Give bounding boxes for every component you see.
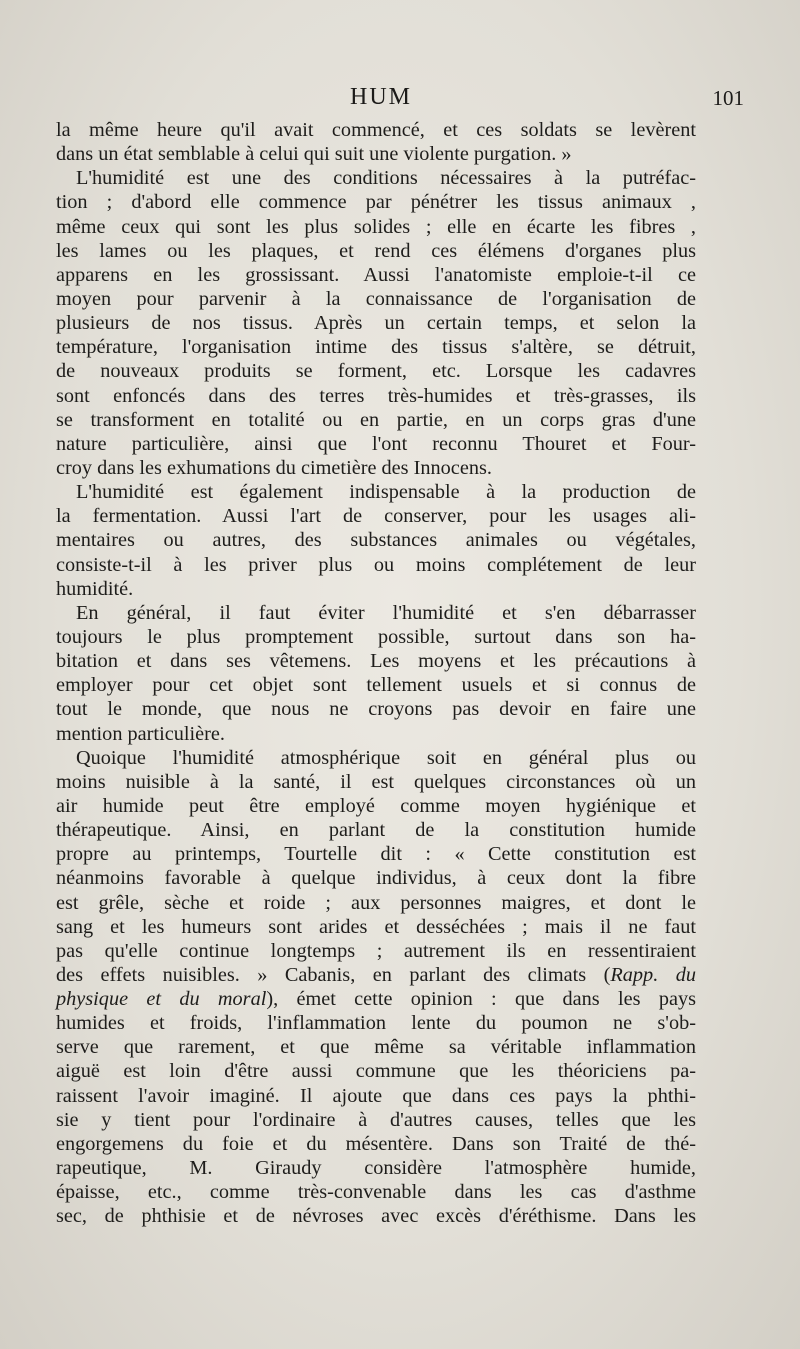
text-line: mentaires ou autres, des substances animales ou végétales, <box>56 529 696 552</box>
italic-citation: physique et du moral <box>56 988 267 1011</box>
text-line: est grêle, sèche et roide ; aux personnes maigres, et dont le <box>56 891 696 914</box>
text-line: bitation et dans ses vêtemens. Les moyens et les précautions à <box>56 650 696 673</box>
text-line: consiste-t-il à les priver plus ou moins complétement de leur <box>56 553 696 576</box>
text-line: mention particulière. <box>56 722 225 745</box>
text-line: aiguë est loin d'être aussi commune que les théoriciens pa- <box>56 1060 696 1083</box>
text-line: L'humidité est une des conditions nécessaires à la putréfac- <box>76 167 696 190</box>
text-line: température, l'organisation intime des tissus s'altère, se détruit, <box>56 336 696 359</box>
text-line: moyen pour parvenir à la connaissance de l'organisation de <box>56 287 696 310</box>
page-header <box>56 84 744 118</box>
text-line: néanmoins favorable à quelque individus, à ceux dont la fibre <box>56 867 696 890</box>
text-line <box>56 987 696 1011</box>
text-line: dans un état semblable à celui qui suit une violente purgation. » <box>56 143 572 166</box>
text-line <box>56 963 696 987</box>
text-line: croy dans les exhumations du cimetière des Innocens. <box>56 456 492 479</box>
text-line: épaisse, etc., comme très-convenable dans les cas d'asthme <box>56 1181 696 1204</box>
text-line: sang et les humeurs sont arides et desséchées ; mais il ne faut <box>56 915 696 938</box>
italic-citation: Rapp. du <box>610 963 697 986</box>
text-line: Quoique l'humidité atmosphérique soit en général plus ou <box>76 746 696 769</box>
running-head: HUM <box>349 84 412 110</box>
text-line: les lames ou les plaques, et rend ces élémens d'organes plus <box>56 239 696 262</box>
text-segment: ), émet cette opinion : que dans les pays <box>266 988 696 1011</box>
text-line: serve que rarement, et que même sa véritable inflammation <box>56 1036 696 1059</box>
text-segment: des effets nuisibles. » Cabanis, en parlant des climats ( <box>56 963 611 986</box>
text-line: humidité. <box>56 577 134 600</box>
text-line: sont enfoncés dans des terres très-humides et très-grasses, ils <box>56 384 696 407</box>
text-line: En général, il faut éviter l'humidité et s'en débarrasser <box>76 601 696 624</box>
text-line: même ceux qui sont les plus solides ; elle en écarte les fibres , <box>56 215 696 238</box>
text-line: propre au printemps, Tourtelle dit : « Cette constitution est <box>56 843 696 866</box>
text-line: sie y tient pour l'ordinaire à d'autres causes, telles que les <box>56 1108 696 1131</box>
text-line: L'humidité est également indispensable à la production de <box>76 481 696 504</box>
text-line: tion ; d'abord elle commence par pénétrer les tissus animaux , <box>56 191 696 214</box>
text-line: moins nuisible à la santé, il est quelques circonstances où un <box>56 770 696 793</box>
text-line: air humide peut être employé comme moyen hygiénique et <box>56 794 696 817</box>
text-line: la même heure qu'il avait commencé, et ces soldats se levèrent <box>56 119 696 141</box>
text-line: rapeutique, M. Giraudy considère l'atmosphère humide, <box>56 1157 696 1180</box>
text-line: la fermentation. Aussi l'art de conserver, pour les usages ali- <box>56 505 696 528</box>
text-line: raissent l'avoir imaginé. Il ajoute que dans ces pays la phthi- <box>56 1084 696 1107</box>
text-line: sec, de phthisie et de névroses avec excès d'éréthisme. Dans les <box>56 1205 696 1228</box>
text-line: plusieurs de nos tissus. Après un certain temps, et selon la <box>56 312 696 335</box>
text-line: toujours le plus promptement possible, surtout dans son ha- <box>56 625 696 648</box>
text-line: humides et froids, l'inflammation lente du poumon ne s'ob- <box>56 1012 696 1035</box>
text-line: se transforment en totalité ou en partie, en un corps gras d'une <box>56 408 696 431</box>
text-line: apparens en les grossissant. Aussi l'anatomiste emploie-t-il ce <box>56 263 696 286</box>
text-line: engorgemens du foie et du mésentère. Dans son Traité de thé- <box>56 1132 696 1155</box>
text-line: pas qu'elle continue longtemps ; autrement ils en ressentiraient <box>56 939 696 962</box>
text-line: nature particulière, ainsi que l'ont reconnu Thouret et Four- <box>56 432 696 455</box>
text-line: tout le monde, que nous ne croyons pas devoir en faire une <box>56 698 696 721</box>
text-line: employer pour cet objet sont tellement usuels et si connus de <box>56 674 696 697</box>
text-line: thérapeutique. Ainsi, en parlant de la constitution humide <box>56 819 696 842</box>
text-line: de nouveaux produits se forment, etc. Lorsque les cadavres <box>56 360 696 383</box>
page-number: 101 <box>712 86 744 110</box>
body-text <box>56 118 696 1228</box>
